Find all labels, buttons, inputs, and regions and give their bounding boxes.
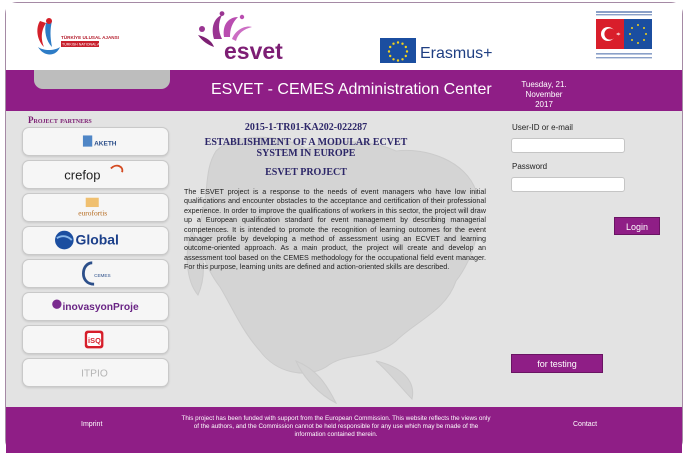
itpio-logo <box>23 359 168 386</box>
partner-crefop[interactable] <box>22 160 169 189</box>
project-subtitle: ESVET PROJECT <box>265 167 347 178</box>
project-description: The ESVET project is a response to the needs of event managers who have low initial qualifications and encounter obstacles to the acceptance and certification of their professional experience. In order to improve the qualifications of workers in this sector, the project will draw up a European qualification standard for event management by describing managerial competences. It is intended to promote the recognition of learning outcomes for the event manager profile by developing a method of assessment using an ECVET and learning outcome-oriented approach. As a main product, the project will create and develop an assessment tool based on the CEMES methodology for the occupational field event manager. For this purpose, learning units are defined and action-oriented skills are described. <box>184 187 486 272</box>
contact-link[interactable]: Contact <box>573 421 598 428</box>
partner-inovasyon[interactable] <box>22 292 169 321</box>
partner-itpio[interactable] <box>22 358 169 387</box>
title-band <box>6 70 682 111</box>
partners-heading: Project partners <box>28 115 92 125</box>
partner-name: AKETH <box>94 140 117 148</box>
partner-name: CEMES <box>94 272 111 278</box>
isq-logo <box>23 326 168 353</box>
aketh-logo <box>23 128 168 155</box>
footer <box>6 407 682 453</box>
funding-disclaimer: This project has been funded with support from the European Commission. This website reflects the views only of the authors, and the Commission cannot be held responsible for any use which may be made of the information contained therein. <box>181 415 491 439</box>
password-input[interactable] <box>511 177 625 192</box>
partner-global[interactable] <box>22 226 169 255</box>
cemes-logo <box>23 260 168 287</box>
user-id-label: User-ID or e-mail <box>512 123 573 132</box>
partner-name: inovasyonProje <box>62 301 139 313</box>
main-content <box>6 111 682 407</box>
partner-name: crefop <box>64 167 101 183</box>
esvet-logo <box>192 11 314 66</box>
page-frame <box>5 2 683 452</box>
year-line: 2017 <box>535 100 553 109</box>
global-logo <box>23 227 168 254</box>
partner-isq[interactable] <box>22 325 169 354</box>
partner-name: eurofortis <box>78 208 108 218</box>
password-label: Password <box>512 162 548 171</box>
page-title: ESVET - CEMES Administration Center <box>211 81 492 98</box>
partner-eurofortis[interactable] <box>22 193 169 222</box>
project-code: 2015-1-TR01-KA202-022287 <box>244 122 368 133</box>
erasmus-plus-logo <box>380 37 510 65</box>
date-line: Tuesday, 21. November <box>521 80 567 99</box>
imprint-link[interactable]: Imprint <box>81 421 103 428</box>
project-title: ESTABLISHMENT OF A MODULAR ECVET SYSTEM IN EUROPE <box>204 137 408 159</box>
turkish-national-agency-logo <box>30 17 119 63</box>
for-testing-button[interactable]: for testing <box>511 354 603 373</box>
partner-name: ITPIO <box>81 368 108 380</box>
partner-name: Global <box>75 231 119 248</box>
ua-logo-line2: TURKISH NATIONAL AGENCY <box>62 42 113 47</box>
turkey-eu-affairs-logo <box>594 11 654 63</box>
partner-cemes[interactable] <box>22 259 169 288</box>
erasmus-logo-text: Erasmus+ <box>420 45 493 62</box>
crefop-logo <box>23 161 168 188</box>
partner-aketh[interactable] <box>22 127 169 156</box>
gray-tab <box>34 70 170 89</box>
inovasyon-logo <box>23 293 168 320</box>
partner-name: iSQ <box>88 336 101 346</box>
esvet-logo-text: esvet <box>224 38 283 64</box>
login-button[interactable]: Login <box>614 217 660 235</box>
logo-strip <box>6 3 682 70</box>
eurofortis-logo <box>23 194 168 221</box>
ua-logo-line1: TÜRKİYE ULUSAL AJANSI <box>61 35 119 40</box>
user-id-input[interactable] <box>511 138 625 153</box>
